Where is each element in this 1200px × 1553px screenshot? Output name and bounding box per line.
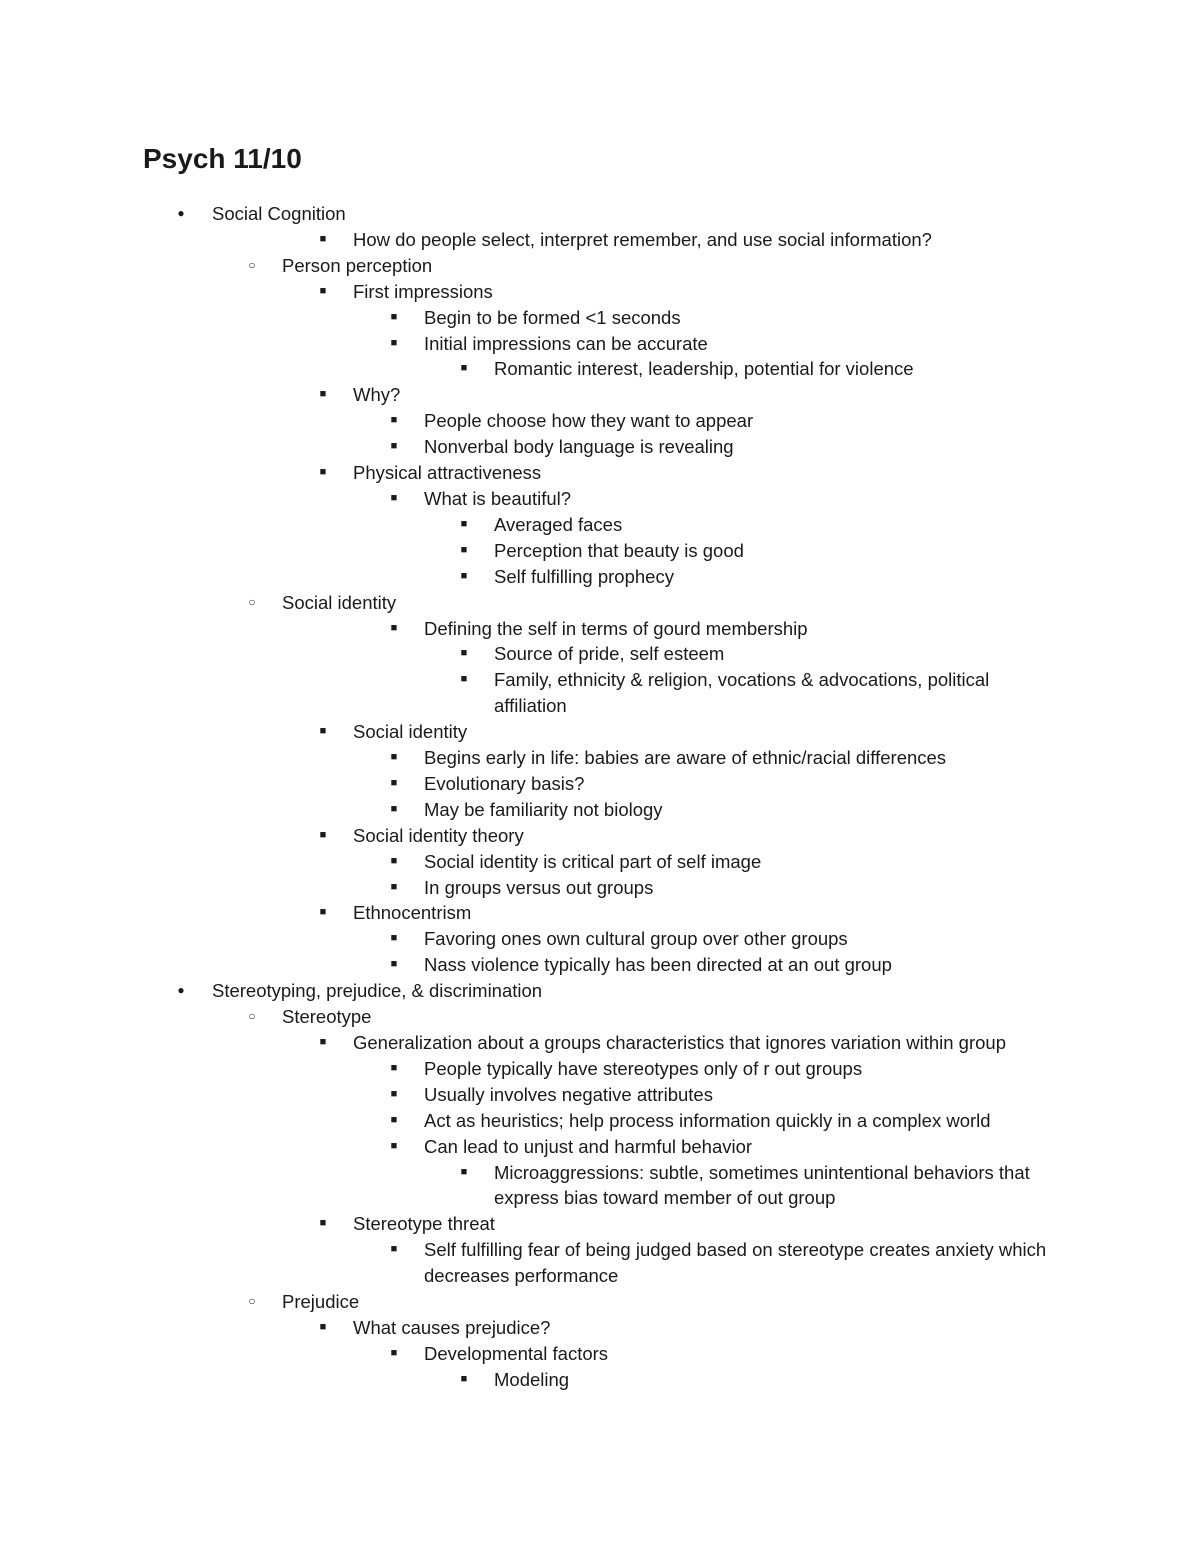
bullet-square-icon: ■ — [390, 1061, 398, 1074]
outline-item-text: Stereotyping, prejudice, & discrimination — [212, 980, 543, 1002]
outline-item — [0, 434, 1200, 460]
outline-item — [0, 849, 1200, 875]
outline-item — [0, 926, 1200, 952]
outline-item-text: How do people select, interpret remember, and use social information? — [353, 228, 932, 250]
outline-item-text: Evolutionary basis? — [424, 772, 585, 794]
outline-item — [0, 1367, 1200, 1393]
outline-item-text: Perception that beauty is good — [494, 539, 744, 561]
outline-item-text: People typically have stereotypes only of r out groups — [424, 1057, 863, 1079]
bullet-square-icon: ■ — [460, 673, 468, 686]
outline-item-text: Why? — [353, 384, 401, 406]
outline-item — [0, 1315, 1200, 1341]
outline-item-text: Stereotype threat — [353, 1213, 495, 1235]
outline-item — [0, 1289, 1200, 1315]
outline-item-text: Social Cognition — [212, 203, 346, 224]
bullet-circle-icon: ○ — [248, 594, 256, 609]
outline-item — [0, 875, 1200, 901]
bullet-square-icon: ■ — [390, 1346, 398, 1359]
outline-item-text: Modeling — [494, 1368, 570, 1390]
bullet-square-icon: ■ — [319, 388, 327, 401]
outline-item-text: Favoring ones own cultural group over other groups — [424, 928, 848, 950]
outline-item — [0, 227, 1200, 253]
outline-item — [0, 538, 1200, 564]
outline-item — [0, 1211, 1200, 1237]
outline-item — [0, 978, 1200, 1004]
bullet-square-icon: ■ — [460, 1165, 468, 1178]
bullet-square-icon: ■ — [319, 725, 327, 738]
outline-item — [0, 616, 1200, 642]
outline-item-text: Nass violence typically has been directed at an out group — [424, 954, 892, 976]
document-title: Psych 11/10 — [143, 143, 302, 174]
outline-item-text: Averaged faces — [494, 513, 623, 535]
outline-item — [0, 564, 1200, 590]
bullet-disc-icon: ● — [177, 983, 185, 998]
outline-item — [0, 900, 1200, 926]
outline-item-text: What is beautiful? — [424, 487, 572, 509]
outline-item — [0, 1237, 1200, 1289]
outline-item-text: Generalization about a groups characteristics that ignores variation within group — [353, 1032, 1007, 1053]
bullet-square-icon: ■ — [390, 336, 398, 349]
bullet-circle-icon: ○ — [248, 257, 256, 272]
outline-item — [0, 952, 1200, 978]
bullet-circle-icon: ○ — [248, 1009, 256, 1024]
outline-item-text: Developmental factors — [424, 1342, 609, 1364]
outline-item — [0, 253, 1200, 279]
bullet-square-icon: ■ — [319, 1217, 327, 1230]
outline-item-text: Act as heuristics; help process information quickly in a complex world — [424, 1109, 991, 1131]
outline-item — [0, 1134, 1200, 1160]
outline-item-text: Social identity theory — [353, 824, 524, 846]
outline-item-text: Romantic interest, leadership, potential for violence — [494, 358, 914, 380]
outline-item-text: Initial impressions can be accurate — [424, 332, 708, 354]
outline-item-text: Defining the self in terms of gourd membership — [424, 617, 808, 639]
outline-item — [0, 279, 1200, 305]
outline-item — [0, 1004, 1200, 1030]
outline-item-text: Nonverbal body language is revealing — [424, 436, 734, 458]
outline-item-text: Begin to be formed <1 seconds — [424, 306, 681, 328]
notes-outline — [0, 201, 1200, 1393]
outline-item-text: Person perception — [282, 254, 433, 276]
bullet-square-icon: ■ — [390, 932, 398, 945]
outline-item — [0, 641, 1200, 667]
outline-item-text: Self fulfilling fear of being judged based on stereotype creates anxiety which decreases performance — [424, 1239, 1047, 1287]
outline-item-text: What causes prejudice? — [353, 1316, 551, 1338]
outline-item-text: Ethnocentrism — [353, 902, 472, 924]
bullet-square-icon: ■ — [390, 776, 398, 789]
outline-item-text: In groups versus out groups — [424, 876, 654, 898]
outline-item — [0, 408, 1200, 434]
bullet-square-icon: ■ — [319, 1320, 327, 1333]
outline-item — [0, 590, 1200, 616]
bullet-square-icon: ■ — [390, 310, 398, 323]
bullet-square-icon: ■ — [390, 414, 398, 427]
bullet-square-icon: ■ — [319, 906, 327, 919]
outline-item — [0, 305, 1200, 331]
outline-item — [0, 356, 1200, 382]
outline-item-text: First impressions — [353, 280, 493, 302]
outline-item — [0, 1082, 1200, 1108]
outline-item — [0, 771, 1200, 797]
outline-item — [0, 1030, 1200, 1056]
bullet-square-icon: ■ — [390, 491, 398, 504]
outline-item — [0, 460, 1200, 486]
bullet-square-icon: ■ — [460, 1372, 468, 1385]
bullet-disc-icon: ● — [177, 206, 185, 220]
bullet-square-icon: ■ — [390, 621, 398, 634]
bullet-square-icon: ■ — [390, 854, 398, 867]
outline-item — [0, 797, 1200, 823]
outline-item-text: Social identity is critical part of self image — [424, 850, 762, 872]
bullet-square-icon: ■ — [390, 440, 398, 453]
bullet-square-icon: ■ — [460, 362, 468, 375]
outline-item-text: Begins early in life: babies are aware of ethnic/racial differences — [424, 747, 947, 769]
outline-item-text: Physical attractiveness — [353, 462, 542, 484]
outline-item-text: People choose how they want to appear — [424, 410, 754, 432]
bullet-square-icon: ■ — [319, 828, 327, 841]
outline-item — [0, 201, 1200, 227]
outline-item-text: Prejudice — [282, 1291, 360, 1313]
outline-item-text: Source of pride, self esteem — [494, 643, 725, 665]
outline-item — [0, 1160, 1200, 1212]
bullet-square-icon: ■ — [460, 647, 468, 660]
bullet-square-icon: ■ — [460, 517, 468, 530]
bullet-square-icon: ■ — [319, 1036, 327, 1048]
outline-item — [0, 512, 1200, 538]
bullet-square-icon: ■ — [390, 1087, 398, 1100]
bullet-square-icon: ■ — [319, 466, 327, 479]
bullet-square-icon: ■ — [390, 802, 398, 815]
bullet-square-icon: ■ — [390, 1243, 398, 1256]
outline-item — [0, 1108, 1200, 1134]
outline-item — [0, 667, 1200, 719]
outline-item-text: May be familiarity not biology — [424, 798, 663, 820]
outline-item — [0, 382, 1200, 408]
outline-item-text: Can lead to unjust and harmful behavior — [424, 1135, 753, 1157]
bullet-square-icon: ■ — [390, 1113, 398, 1126]
outline-item-text: Social identity — [353, 721, 468, 743]
outline-item-text: Stereotype — [282, 1006, 372, 1028]
bullet-square-icon: ■ — [390, 751, 398, 764]
bullet-square-icon: ■ — [390, 880, 398, 893]
bullet-square-icon: ■ — [390, 1139, 398, 1152]
outline-item-text: Self fulfilling prophecy — [494, 565, 674, 587]
outline-item — [0, 745, 1200, 771]
outline-item — [0, 719, 1200, 745]
bullet-square-icon: ■ — [319, 232, 327, 245]
outline-item-text: Microaggressions: subtle, sometimes unintentional behaviors that express bias toward member of out group — [494, 1161, 1030, 1209]
bullet-square-icon: ■ — [390, 958, 398, 971]
outline-item — [0, 331, 1200, 357]
outline-item-text: Social identity — [282, 591, 397, 613]
bullet-square-icon: ■ — [319, 284, 327, 297]
outline-item-text: Usually involves negative attributes — [424, 1083, 713, 1105]
outline-item-text: Family, ethnicity & religion, vocations & advocations, political affiliation — [494, 669, 990, 717]
outline-item — [0, 1341, 1200, 1367]
outline-item — [0, 486, 1200, 512]
outline-item — [0, 823, 1200, 849]
bullet-square-icon: ■ — [460, 569, 468, 582]
bullet-circle-icon: ○ — [248, 1294, 256, 1309]
outline-item — [0, 1056, 1200, 1082]
bullet-square-icon: ■ — [460, 543, 468, 556]
